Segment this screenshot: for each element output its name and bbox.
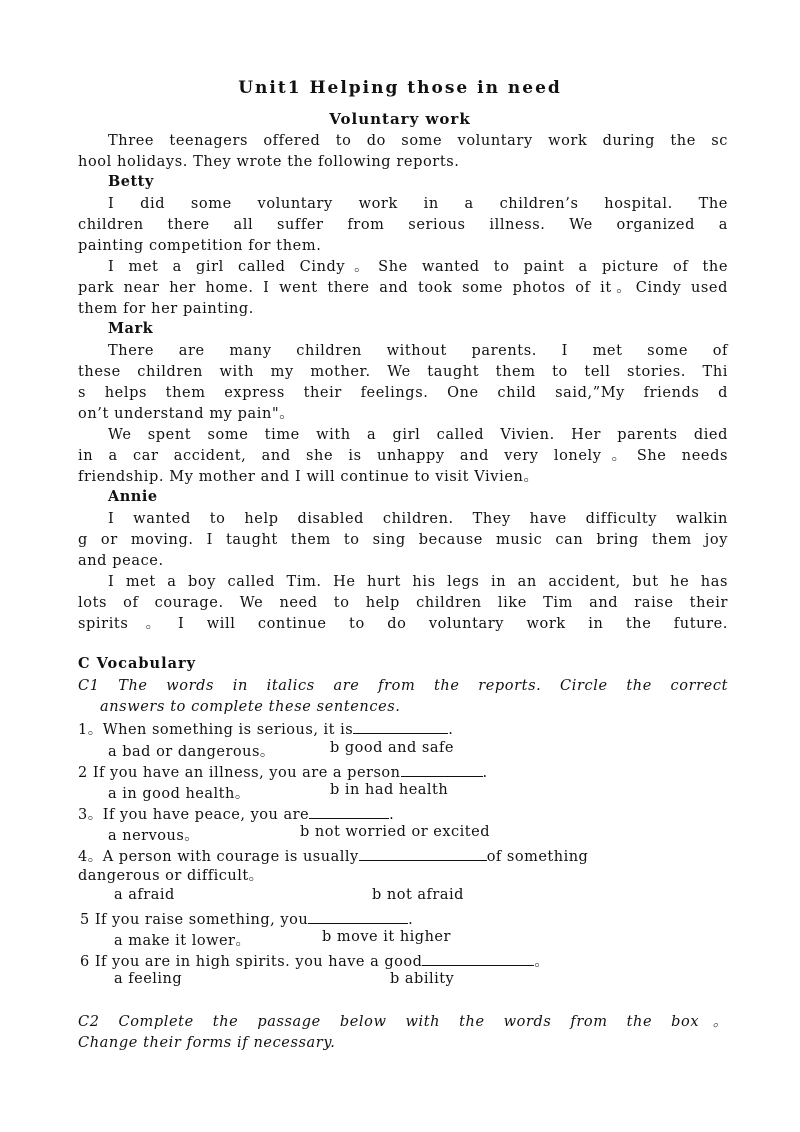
answer-blank[interactable] <box>353 718 448 734</box>
answer-blank[interactable] <box>308 908 408 924</box>
report-author-annie: Annie <box>108 488 158 505</box>
report-line: painting competition for them. <box>78 238 322 254</box>
option-b[interactable]: b in had health <box>330 782 449 798</box>
report-line: them for her painting. <box>78 301 254 317</box>
unit-title: Unit1 Helping those in need <box>238 78 562 98</box>
option-a[interactable]: a make it lower。 <box>114 933 251 949</box>
c1-instruction: answers to complete these sentences. <box>100 699 401 715</box>
report-author-mark: Mark <box>108 320 154 337</box>
intro-line: hool holidays. They wrote the following reports. <box>78 154 460 170</box>
section-heading: C Vocabulary <box>78 655 197 672</box>
option-a[interactable]: a in good health。 <box>108 786 250 802</box>
question-text: 5 If you raise something, you <box>80 912 309 928</box>
option-b[interactable]: b move it higher <box>322 929 451 945</box>
c2-instruction: Change their forms if necessary. <box>78 1035 336 1051</box>
question-4 <box>78 845 588 868</box>
question-text: 6 If you are in high spirits. you have a good <box>80 954 423 970</box>
question-5 <box>80 908 413 931</box>
question-text: 2 If you have an illness, you are a person <box>78 765 401 781</box>
question-4-continued: dangerous or difficult。 <box>78 868 264 884</box>
report-line: g or moving. I taught them to sing because music can bring them joy <box>78 532 728 548</box>
option-b[interactable]: b not worried or excited <box>300 824 490 840</box>
question-text-end: . <box>408 912 414 928</box>
option-a[interactable]: a bad or dangerous。 <box>108 744 275 760</box>
report-line: s helps them express their feelings. One child said,”My friends d <box>78 385 728 401</box>
report-line: I did some voluntary work in a children’s hospital. The <box>108 196 728 212</box>
report-line: We spent some time with a girl called Vivien. Her parents died <box>108 427 728 443</box>
question-text-end: 。 <box>534 954 550 970</box>
question-2 <box>78 761 488 784</box>
report-line: I wanted to help disabled children. They have difficulty walkin <box>108 511 728 527</box>
c1-instruction: C1 The words in italics are from the reports. Circle the correct <box>78 678 728 694</box>
option-b[interactable]: b ability <box>390 971 455 987</box>
report-line: in a car accident, and she is unhappy and very lonely。She needs <box>78 448 728 464</box>
report-author-betty: Betty <box>108 173 154 190</box>
passage-title: Voluntary work <box>329 110 471 128</box>
question-text-end: . <box>448 722 454 738</box>
report-line: children there all suffer from serious illness. We organized a <box>78 217 728 233</box>
answer-blank[interactable] <box>401 761 483 777</box>
report-line: friendship. My mother and I will continue to visit Vivien。 <box>78 469 539 485</box>
intro-line: Three teenagers offered to do some voluntary work during the sc <box>108 133 728 149</box>
question-text-end: of something <box>486 849 589 865</box>
report-line: these children with my mother. We taught them to tell stories. Thi <box>78 364 728 380</box>
answer-blank[interactable] <box>359 845 487 861</box>
question-3 <box>78 803 394 826</box>
c2-instruction: C2 Complete the passage below with the words from the box。 <box>78 1014 728 1030</box>
question-1 <box>78 718 453 741</box>
report-line: spirits。I will continue to do voluntary work in the future. <box>78 616 728 632</box>
question-text-end: . <box>389 807 395 823</box>
answer-blank[interactable] <box>422 950 534 966</box>
report-line: I met a girl called Cindy。She wanted to paint a picture of the <box>108 259 728 275</box>
option-a[interactable]: a afraid <box>114 887 175 903</box>
option-a[interactable]: a feeling <box>114 971 183 987</box>
question-text: 4。A person with courage is usually <box>78 849 359 865</box>
question-text-end: . <box>482 765 488 781</box>
question-text: 1。When something is serious, it is <box>78 722 354 738</box>
report-line: on’t understand my pain"。 <box>78 406 295 422</box>
report-line: There are many children without parents. I met some of <box>108 343 728 359</box>
report-line: park near her home. I went there and took some photos of it。Cindy used <box>78 280 728 296</box>
report-line: and peace. <box>78 553 164 569</box>
option-a[interactable]: a nervous。 <box>108 828 200 844</box>
option-b[interactable]: b not afraid <box>372 887 464 903</box>
question-6 <box>80 950 549 973</box>
option-b[interactable]: b good and safe <box>330 740 454 756</box>
answer-blank[interactable] <box>309 803 389 819</box>
report-line: lots of courage. We need to help children like Tim and raise their <box>78 595 728 611</box>
question-text: 3。If you have peace, you are <box>78 807 310 823</box>
report-line: I met a boy called Tim. He hurt his legs in an accident, but he has <box>108 574 728 590</box>
